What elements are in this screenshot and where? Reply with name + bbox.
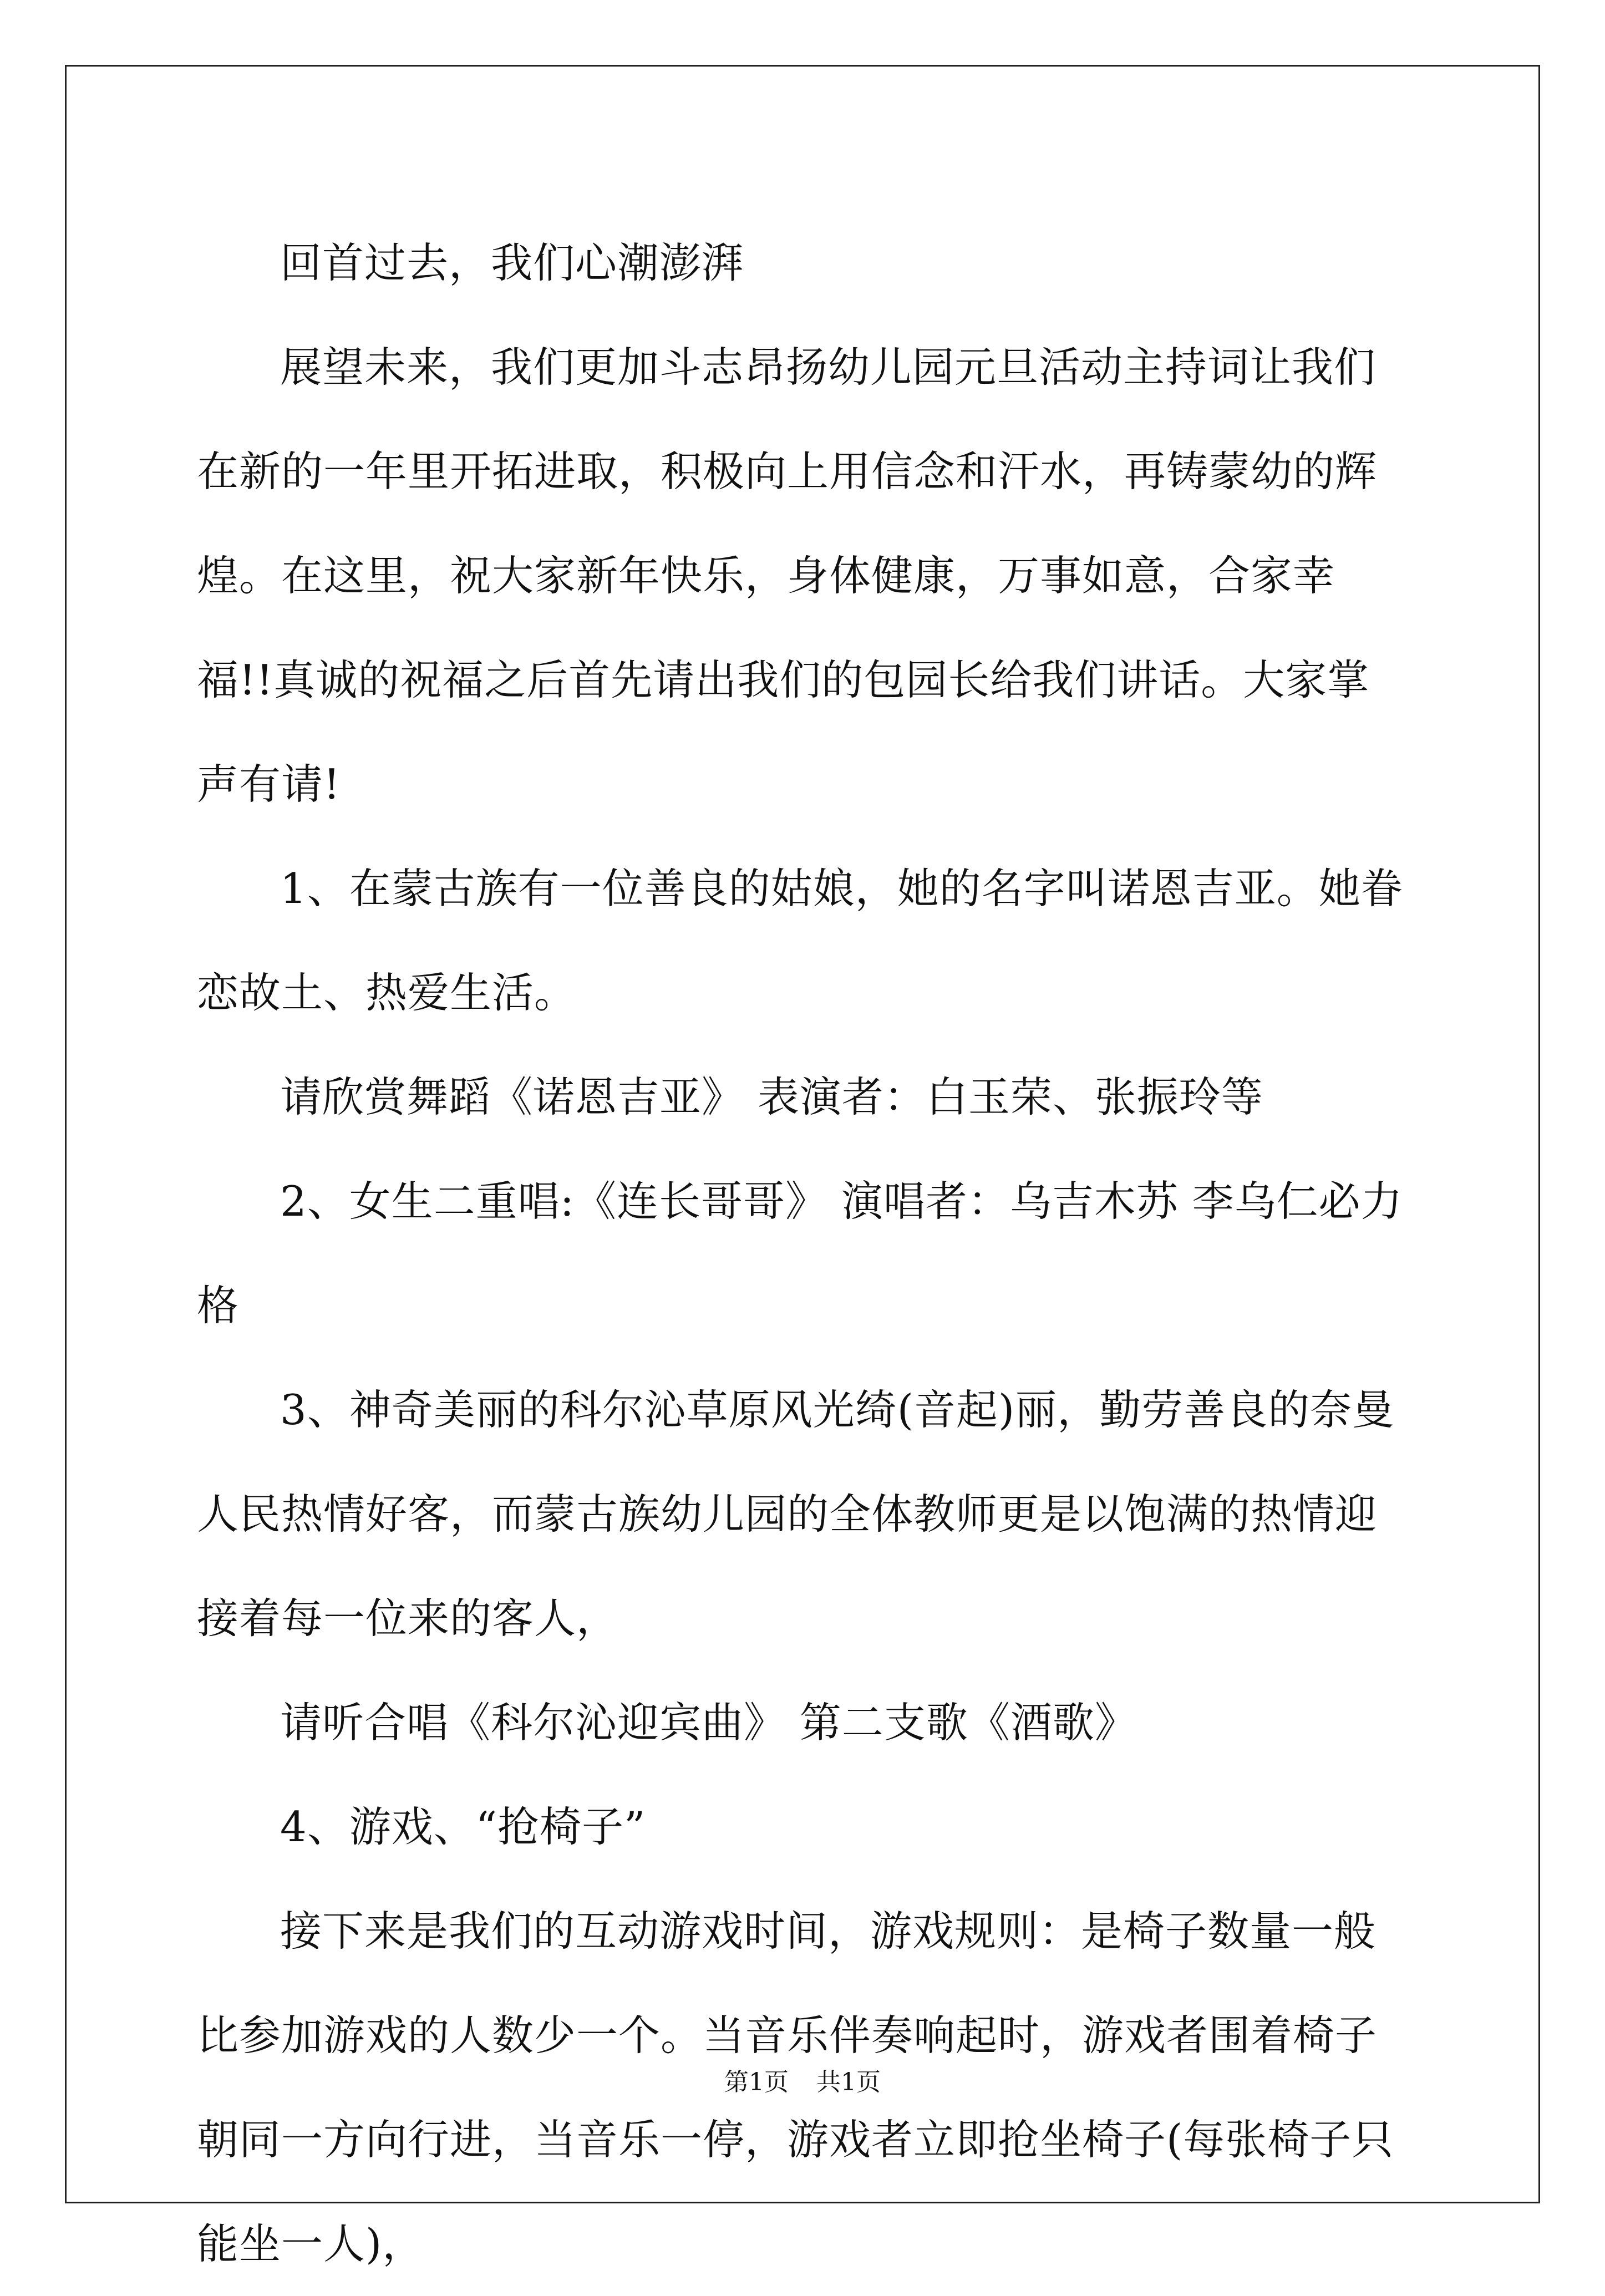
paragraph: 展望未来，我们更加斗志昂扬幼儿园元旦活动主持词让我们在新的一年里开拓进取，积极向上用信念和汗水，再铸蒙幼的辉煌。在这里，祝大家新年快乐，身体健康，万事如意，合家幸福!!真诚的祝福之后首先请出我们的包园长给我们讲话。大家掌声有请! — [197, 343, 1378, 809]
paragraph: 回首过去，我们心潮澎湃 — [280, 238, 744, 287]
paragraph: 1、在蒙古族有一位善良的姑娘，她的名字叫诺恩吉亚。她眷恋故土、热爱生活。 — [197, 864, 1403, 1017]
page-footer — [0, 2062, 1605, 2097]
paragraph: 接下来是我们的互动游戏时间，游戏规则：是椅子数量一般比参加游戏的人数少一个。当音乐伴奏响起时，游戏者围着椅子朝同一方向行进，当音乐一停，游戏者立即抢坐椅子(每张椅子只能坐一人)， — [197, 1907, 1394, 2268]
paragraph: 2、女生二重唱:《连长哥哥》 演唱者：乌吉木苏 李乌仁必力格 — [197, 1177, 1403, 1330]
page-number: 第1页 — [724, 2068, 789, 2096]
paragraph: 3、神奇美丽的科尔沁草原风光绮(音起)丽，勤劳善良的奈曼人民热情好客，而蒙古族幼儿园的全体教师更是以饱满的热情迎接着每一位来的客人， — [197, 1385, 1395, 1643]
page-total: 共1页 — [816, 2068, 881, 2096]
paragraph: 请欣赏舞蹈《诺恩吉亚》 表演者：白玉荣、张振玲等 — [280, 1073, 1263, 1121]
document-body — [197, 211, 1411, 2296]
paragraph: 请听合唱《科尔沁迎宾曲》 第二支歌《酒歌》 — [280, 1698, 1137, 1747]
paragraph: 4、游戏、“抢椅子” — [280, 1802, 646, 1851]
